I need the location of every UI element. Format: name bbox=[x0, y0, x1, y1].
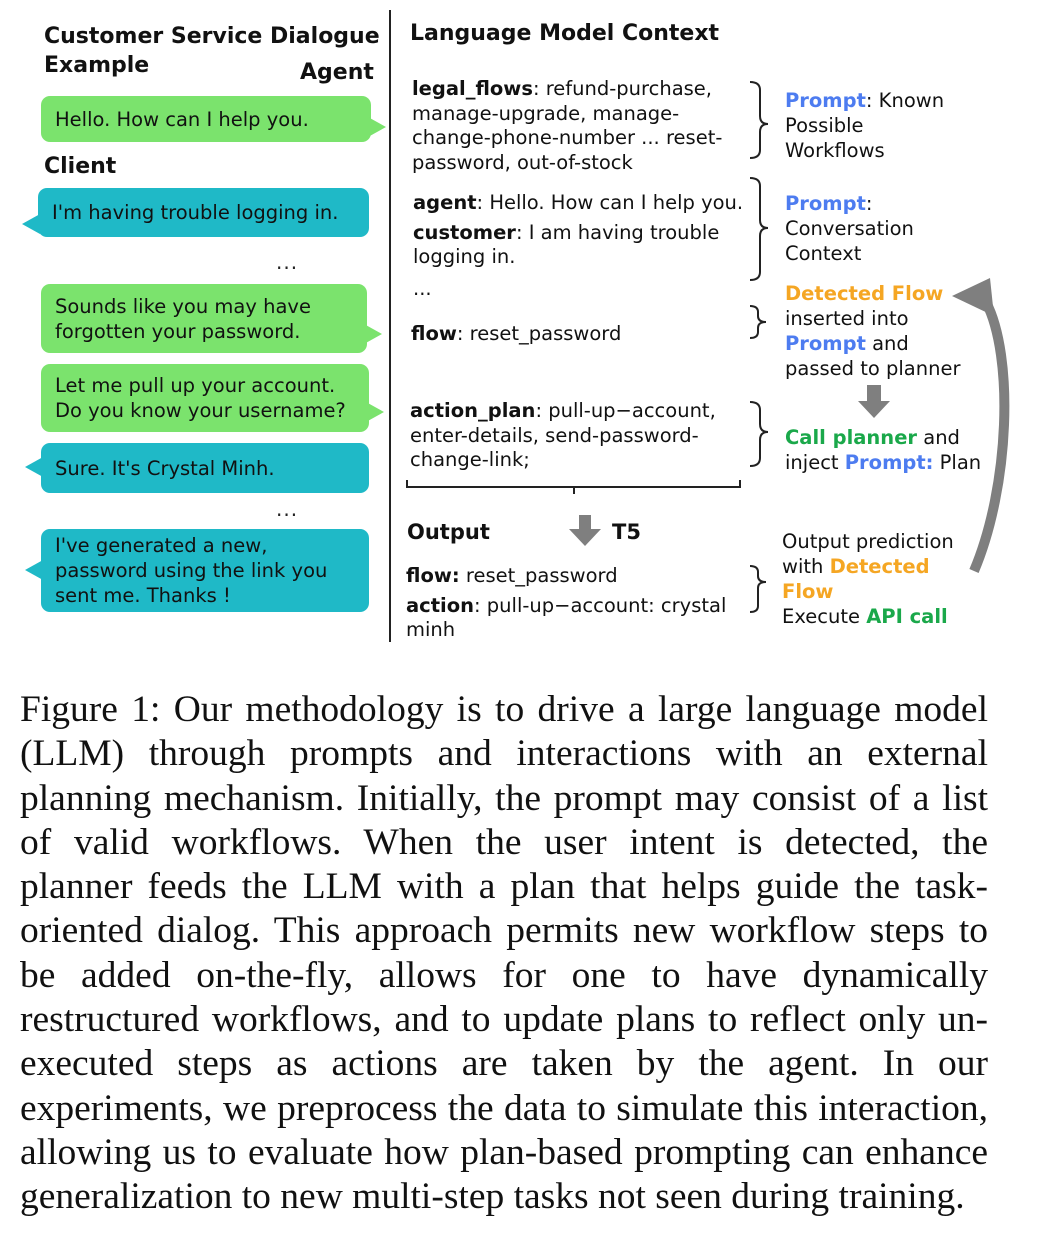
ellipsis: ... bbox=[276, 250, 299, 274]
customer-key: customer bbox=[413, 220, 516, 244]
note-text: Conversation bbox=[785, 217, 914, 240]
ellipsis: ... bbox=[276, 497, 299, 521]
feedback-arrow-icon bbox=[950, 276, 1020, 576]
legal-flows-block bbox=[412, 77, 722, 175]
note-text: Output prediction bbox=[782, 530, 954, 553]
output-flow-value: reset_password bbox=[459, 564, 618, 587]
legal-flows-text: password, out-of-stock bbox=[412, 150, 633, 174]
bubble-tail bbox=[25, 560, 43, 580]
prompt-tag: Prompt bbox=[785, 332, 866, 355]
note-detected-flow bbox=[785, 281, 960, 381]
action-plan-text: : pull-up−account, bbox=[535, 399, 716, 422]
note-text: Possible bbox=[785, 114, 864, 137]
message-text: Let me pull up your account. bbox=[55, 374, 336, 397]
panel-divider bbox=[389, 10, 391, 642]
output-action-value: minh bbox=[406, 618, 456, 641]
detected-flow-tag: Flow bbox=[782, 580, 834, 603]
client-label: Client bbox=[44, 154, 117, 179]
client-message-bubble bbox=[38, 188, 369, 237]
agent-label: Agent bbox=[300, 60, 374, 85]
output-block bbox=[406, 564, 726, 643]
note-conversation-context bbox=[785, 191, 914, 266]
conversation-block bbox=[413, 191, 743, 270]
client-message-bubble bbox=[41, 443, 369, 493]
output-action-value: : pull-up−account: crystal bbox=[474, 593, 727, 617]
flow-key: flow bbox=[411, 322, 457, 345]
message-text: password using the link you bbox=[55, 559, 328, 582]
dialogue-title-line1: Customer Service Dialogue bbox=[44, 24, 380, 49]
output-label: Output bbox=[407, 520, 490, 544]
agent-message-bubble bbox=[41, 364, 369, 432]
note-text: inserted into bbox=[785, 307, 909, 330]
message-text: forgotten your password. bbox=[55, 319, 301, 343]
model-label: T5 bbox=[612, 520, 641, 544]
message-text: I'm having trouble logging in. bbox=[52, 201, 339, 224]
legal-flows-text: : refund-purchase, bbox=[532, 77, 712, 100]
message-text: Sounds like you may have bbox=[55, 294, 311, 318]
context-title: Language Model Context bbox=[410, 21, 720, 46]
legal-flows-text: change-phone-number ... reset- bbox=[412, 126, 723, 149]
flow-line bbox=[411, 322, 621, 347]
note-text: and bbox=[865, 332, 909, 355]
note-text: passed to planner bbox=[785, 357, 961, 380]
message-text: sent me. Thanks ! bbox=[55, 584, 231, 607]
dialogue-title-line2: Example bbox=[44, 53, 150, 78]
prompt-tag: Prompt bbox=[785, 89, 866, 112]
call-planner-tag: Call planner bbox=[785, 426, 918, 449]
note-text: Workflows bbox=[785, 139, 885, 162]
context-braces bbox=[748, 80, 778, 640]
message-text: Sure. It's Crystal Minh. bbox=[55, 456, 275, 480]
bubble-tail bbox=[368, 117, 386, 137]
message-text: Do you know your username? bbox=[55, 399, 346, 422]
ellipsis: ... bbox=[413, 277, 432, 300]
api-call-tag: API call bbox=[866, 605, 948, 628]
action-plan-key: action_plan bbox=[410, 399, 536, 422]
bubble-tail bbox=[22, 214, 40, 234]
message-text: I've generated a new, bbox=[55, 534, 268, 557]
bubble-tail bbox=[364, 324, 382, 344]
note-text: Plan bbox=[933, 451, 982, 474]
output-flow-key: flow: bbox=[406, 564, 460, 587]
note-output-prediction bbox=[782, 529, 954, 629]
down-arrow-icon bbox=[858, 385, 890, 419]
figure-caption: Figure 1: Our methodology is to drive a large language model (LLM) through prompts and interactions with an external planning mechanism. Initially, the prompt may consist of a list of valid workflows. When the user intent is detected, the planner feeds the LLM with a plan that helps guide the task-oriented dialog. This approach permits new workflow steps to be added on-the-fly, allows for one to have dynamically restructured workflows, and to update plans to reflect only un-executed steps as actions are taken by the agent. In our experiments, we preprocess the data to simulate this interaction, allowing us to evaluate how plan-based prompting can enhance generalization to new multi-step tasks not seen during training. bbox=[20, 689, 988, 1218]
prompt-tag: Prompt: bbox=[844, 451, 934, 474]
detected-flow-tag: Detected bbox=[829, 555, 930, 578]
action-plan-text: change-link; bbox=[410, 448, 530, 471]
agent-message-bubble bbox=[41, 96, 371, 142]
note-text: : Known bbox=[865, 89, 945, 112]
legal-flows-key: legal_flows bbox=[412, 77, 533, 100]
note-text: inject bbox=[785, 451, 845, 474]
action-plan-block bbox=[410, 399, 716, 473]
down-arrow-icon bbox=[569, 515, 605, 547]
bubble-tail bbox=[366, 402, 384, 422]
agent-key: agent bbox=[413, 191, 477, 214]
note-text: Context bbox=[785, 242, 862, 265]
legal-flows-text: manage-upgrade, manage- bbox=[412, 101, 680, 125]
note-text: with bbox=[782, 555, 830, 578]
prompt-tag: Prompt bbox=[785, 192, 866, 215]
flow-value: : reset_password bbox=[456, 322, 622, 345]
output-action-key: action bbox=[406, 593, 475, 617]
client-message-bubble bbox=[41, 529, 369, 612]
action-plan-text: enter-details, send-password- bbox=[410, 423, 699, 447]
agent-message-bubble bbox=[41, 284, 367, 353]
message-text: Hello. How can I help you. bbox=[55, 107, 309, 131]
note-text: and bbox=[917, 426, 960, 449]
context-underbrace bbox=[405, 478, 745, 498]
customer-utterance: logging in. bbox=[413, 245, 516, 268]
agent-utterance: : Hello. How can I help you. bbox=[476, 191, 744, 214]
note-known-workflows bbox=[785, 88, 944, 163]
detected-flow-tag: Detected Flow bbox=[785, 282, 944, 305]
note-text: Execute bbox=[782, 605, 867, 628]
bubble-tail bbox=[25, 457, 43, 477]
note-text: : bbox=[865, 192, 873, 215]
customer-utterance: : I am having trouble bbox=[515, 220, 720, 244]
